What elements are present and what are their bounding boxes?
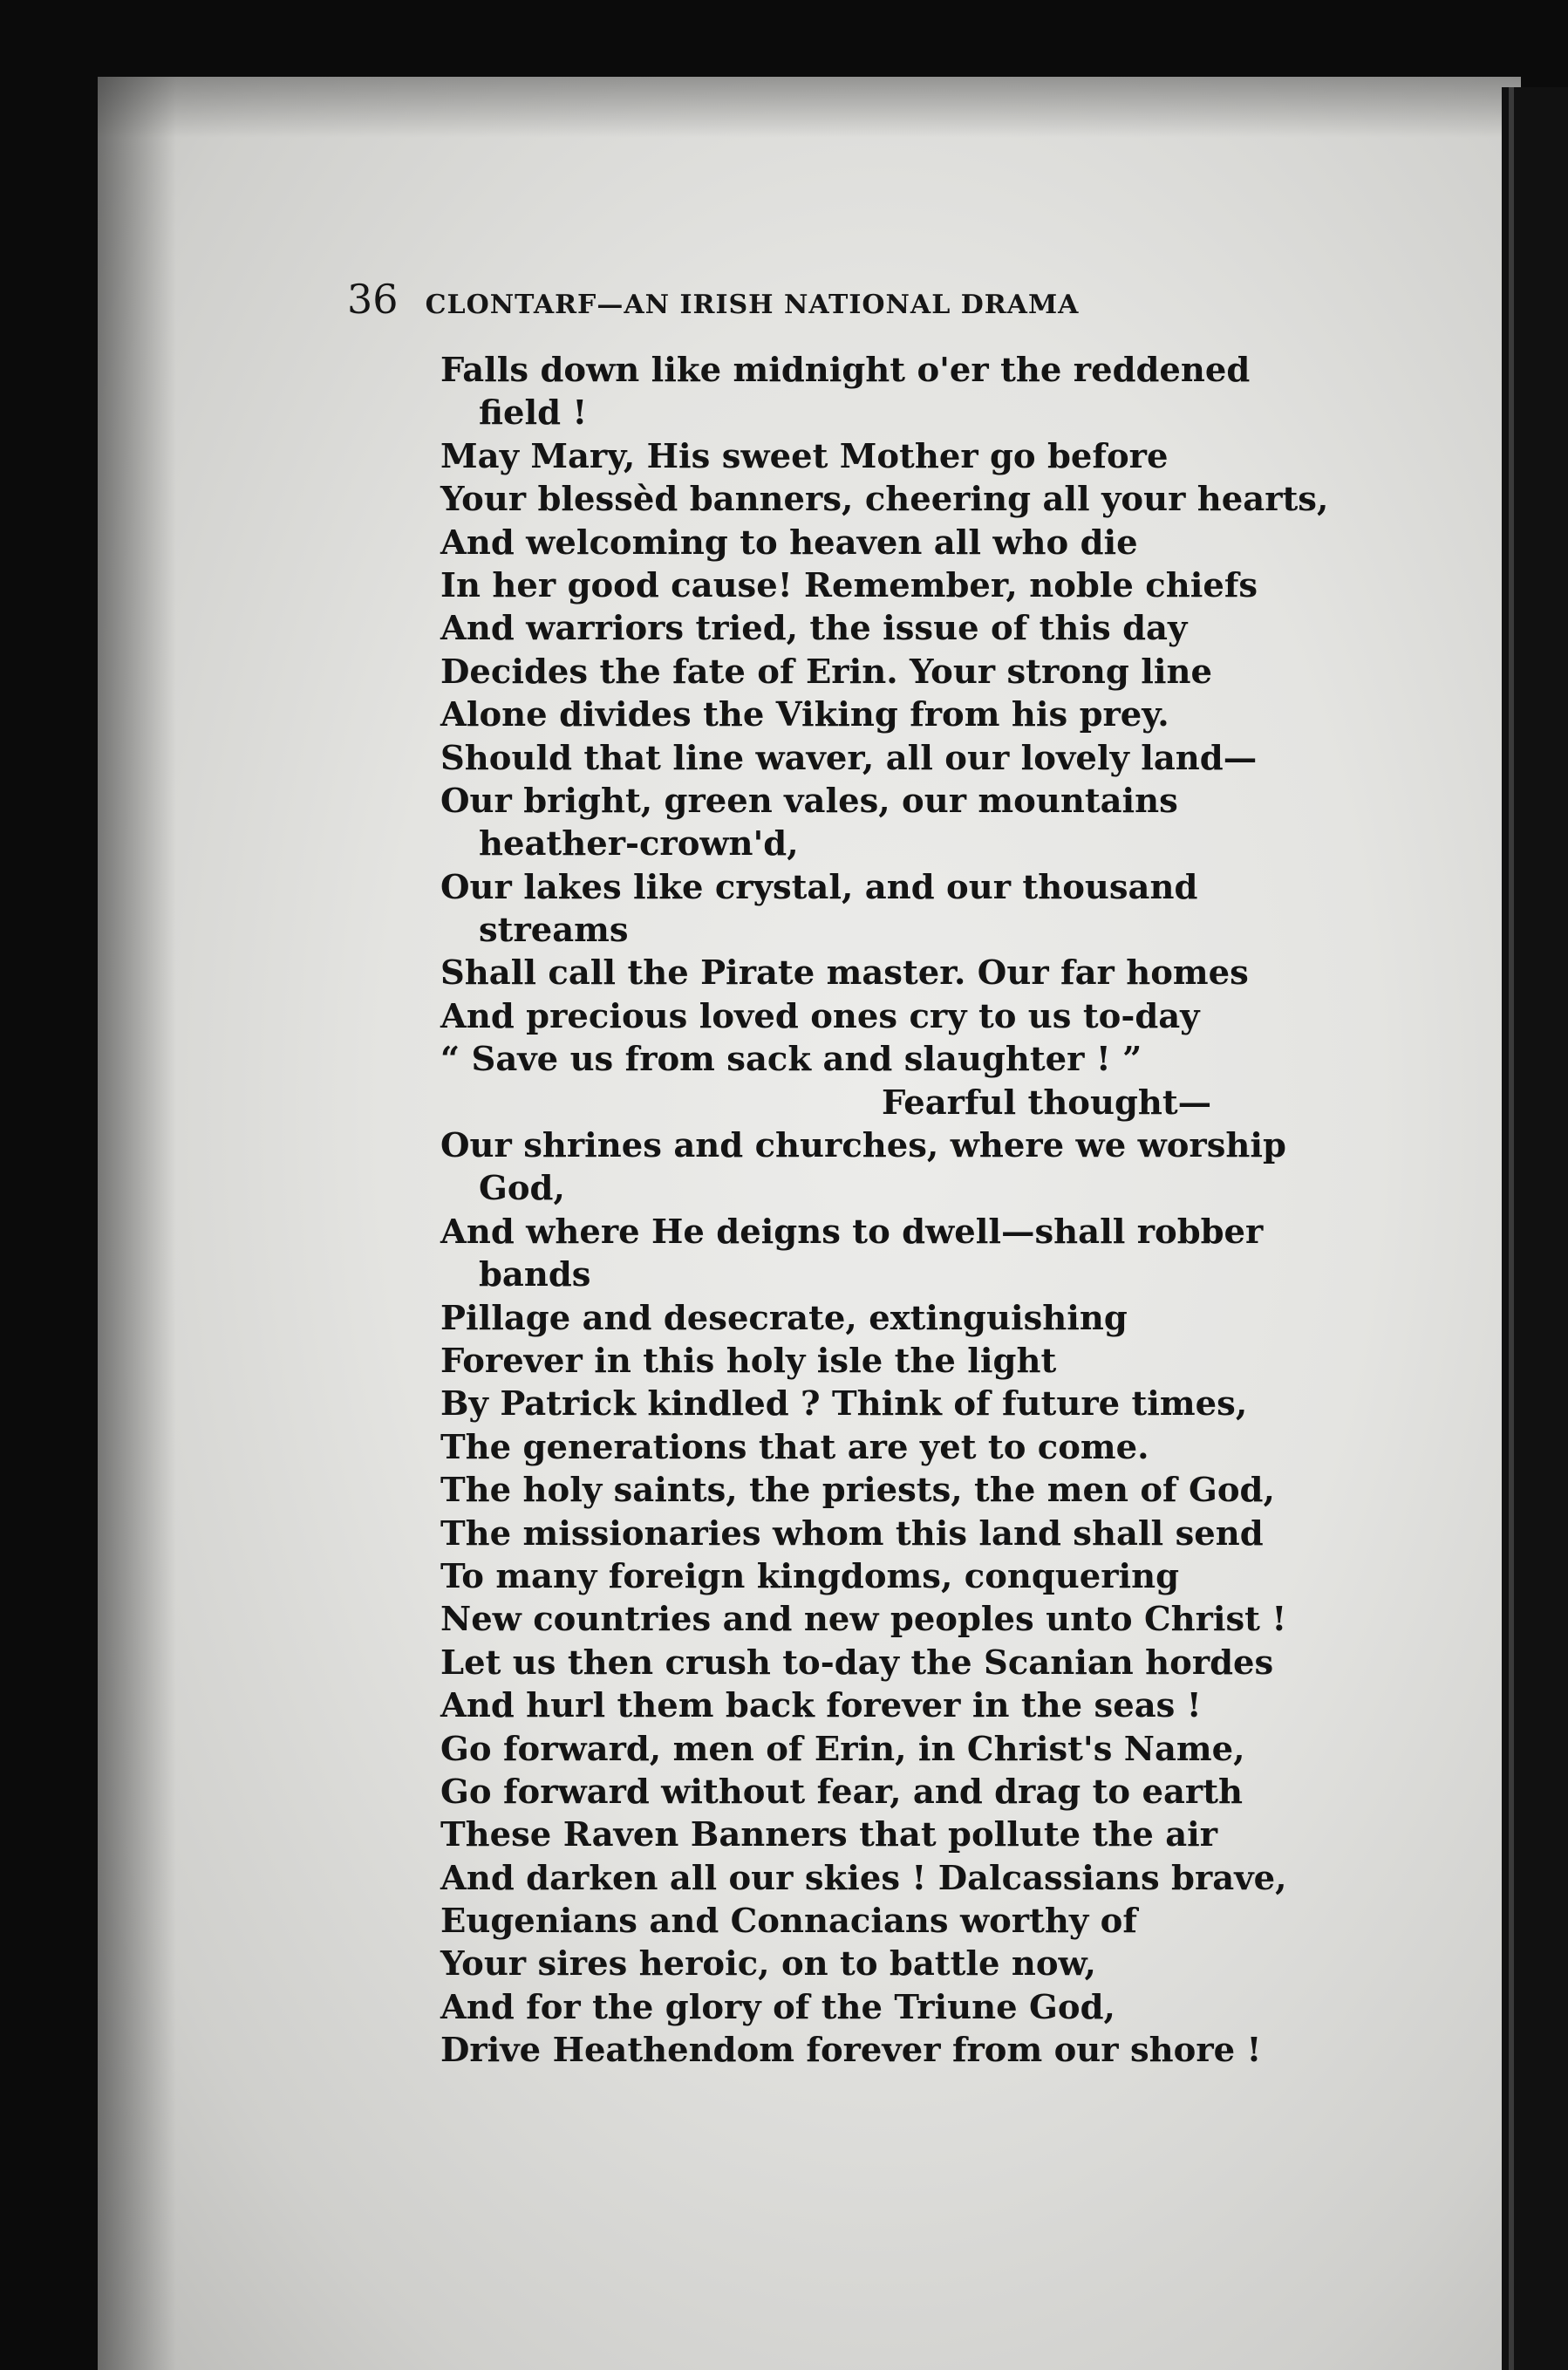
verse-line: Drive Heathendom forever from our shore ! — [440, 2031, 1262, 2071]
verse-line: field ! — [479, 393, 588, 434]
verse-line: And for the glory of the Triune God, — [440, 1987, 1115, 2027]
verse-line: Our bright, green vales, our mountains — [440, 781, 1178, 821]
verse-line: “ Save us from sack and slaughter ! ” — [440, 1040, 1142, 1080]
verse-line: And precious loved ones cry to us to-day — [440, 996, 1200, 1036]
verse-line: Go forward without fear, and drag to earth — [440, 1772, 1243, 1812]
verse-line: God, — [479, 1169, 565, 1209]
verse-line: And hurl them back forever in the seas ! — [440, 1686, 1202, 1726]
verse-line: And warriors tried, the issue of this day — [440, 609, 1188, 649]
verse-line: Go forward, men of Erin, in Christ's Name, — [440, 1729, 1245, 1769]
verse-line: Eugenians and Connacians worthy of — [440, 1902, 1137, 1942]
verse-block — [440, 349, 1347, 2073]
verse-line: Our shrines and churches, where we worship — [440, 1126, 1286, 1166]
verse-line: heather-crown'd, — [479, 824, 799, 864]
verse-line: The generations that are yet to come. — [440, 1427, 1149, 1467]
verse-line: May Mary, His sweet Mother go before — [440, 436, 1169, 476]
verse-line: Pillage and desecrate, extinguishing — [440, 1298, 1128, 1338]
verse-line: Forever in this holy isle the light — [440, 1341, 1057, 1381]
verse-line: streams — [479, 911, 629, 951]
verse-line: Decides the fate of Erin. Your strong line — [440, 652, 1212, 692]
verse-line: And where He deigns to dwell—shall robber — [440, 1212, 1264, 1252]
verse-line: Should that line waver, all our lovely land— — [440, 738, 1258, 778]
verse-line: These Raven Banners that pollute the air — [440, 1815, 1218, 1855]
running-title: CLONTARF—AN IRISH NATIONAL DRAMA — [425, 290, 1080, 320]
verse-line: In her good cause! Remember, noble chiefs — [440, 565, 1258, 605]
verse-line: Fearful thought— — [882, 1083, 1212, 1123]
verse-line: To many foreign kingdoms, conquering — [440, 1556, 1180, 1596]
verse-line: bands — [479, 1255, 591, 1295]
verse-line: New countries and new peoples unto Christ ! — [440, 1600, 1287, 1640]
verse-line: Shall call the Pirate master. Our far homes — [440, 953, 1249, 994]
verse-line: The missionaries whom this land shall send — [440, 1513, 1264, 1554]
verse-line: Your sires heroic, on to battle now, — [440, 1944, 1096, 1984]
verse-line: Alone divides the Viking from his prey. — [440, 695, 1169, 735]
verse-line: The holy saints, the priests, the men of God, — [440, 1471, 1275, 1511]
left-shadow — [98, 77, 176, 2370]
page-number: 36 — [347, 276, 399, 323]
verse-line: Falls down like midnight o'er the reddened — [440, 351, 1251, 390]
verse-line: By Patrick kindled ? Think of future times, — [440, 1384, 1248, 1424]
right-edge-line — [1509, 87, 1514, 2370]
verse-line: Let us then crush to-day the Scanian hordes — [440, 1643, 1274, 1683]
running-head — [347, 276, 1306, 328]
verse-line: Our lakes like crystal, and our thousand — [440, 867, 1198, 907]
verse-line: And darken all our skies ! Dalcassians brave, — [440, 1858, 1287, 1898]
verse-line: Your blessèd banners, cheering all your hearts, — [440, 480, 1329, 520]
verse-line: And welcoming to heaven all who die — [440, 522, 1138, 563]
top-shadow — [98, 77, 1521, 138]
